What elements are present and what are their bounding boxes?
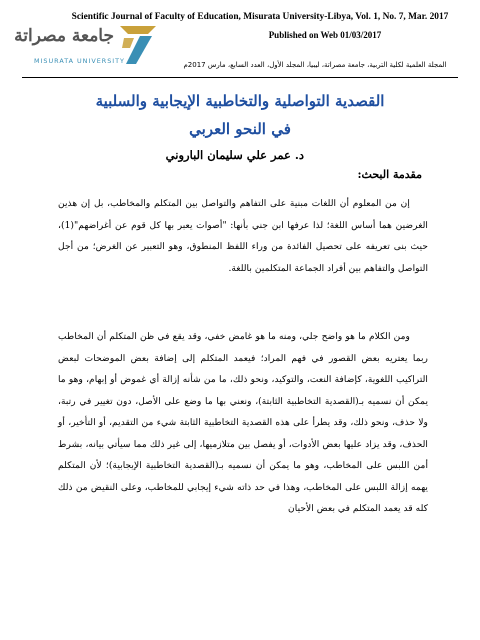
logo-emblem-icon: [118, 24, 158, 66]
journal-header: [14, 12, 460, 84]
paragraph-text: إن من المعلوم أن اللغات مبنية على التفاهم والتواصل بين المتكلم والمخاطب، بل إن هذين الغرضين هما أساس اللغة؛ لذا عرفها ابن جني بأنها: "أصوات يعبر بها كل قوم عن أغراضهم"(1)، حيث بنى تعريفه على تحصيل الفائدة من وراء اللفظ المنطوق، وهو التعبير عن الغرض؛ من أجل التواصل والتفاهم بين أفراد الجماعة المتكلمين باللغة.: [58, 198, 428, 274]
body-paragraph: [58, 326, 428, 520]
article-title-line-2: في النحو العربي: [189, 120, 291, 138]
paragraph-text: ومن الكلام ما هو واضح جلي، ومنه ما هو غامض خفي، وقد يقع في ظن المتكلم أن المخاطب ربما يعتريه بعض القصور في فهم المراد؛ فيعمد المتكلم إلى إضافة بعض الموضحات لبعض التراكيب اللغوية، كإضافة النعت، والتوكيد، ونحو ذلك، ما من شأنه إزالة أي غموض أو إبهام، وهو ما يمكن أن نسميه بـ(القصدية التخاطبية الثابتة)، ونعني بها ما وضع على الأصل، دون تغيير في رتبة، ولا حذف، ونحو ذلك، وقد يطرأ على هذه القصدية التخاطبية الثابتة شيء من التقديم، أو التأخير، أو الحذف، وقد يزاد عليها بعض الأدوات، أو يفصل بين متلازميها، إلى غير ذلك مما سيأتي بيانه، بشرط أمن اللبس على المخاطب، وهو ما يمكن أن نسميه بـ(القصدية التخاطبية الإيجابية)؛ لأن المتكلم يهمه إزالة اللبس على المخاطب، وهذا في حد ذاته شيء إيجابي للمخاطب، وعلى النقيض من ذلك كله قد يعمد المتكلم في بعض الأحيان: [58, 331, 428, 514]
published-date: Published on Web 01/03/2017: [268, 30, 382, 40]
section-heading: مقدمة البحث:: [357, 168, 422, 181]
header-divider: [22, 77, 458, 78]
logo-latin-name: MISURATA UNIVERSITY: [34, 57, 125, 65]
journal-citation: Scientific Journal of Faculty of Education, Misurata University-Libya, Vol. 1, No. 7, Mar. 2017: [71, 12, 449, 22]
body-paragraph: [58, 193, 428, 279]
journal-citation-arabic: المجلة العلمية لكلية التربية، جامعة مصراتة، ليبيا، المجلد الأول، العدد السابع، مارس 2017م: [183, 61, 447, 69]
logo-arabic-name: جامعة مصراتة: [14, 26, 114, 46]
author-name: د. عمر علي سليمان الباروني: [165, 148, 304, 162]
university-logo: [14, 24, 170, 72]
article-title: القصدية التواصلية والتخاطبية الإيجابية والسلبية: [95, 92, 385, 110]
